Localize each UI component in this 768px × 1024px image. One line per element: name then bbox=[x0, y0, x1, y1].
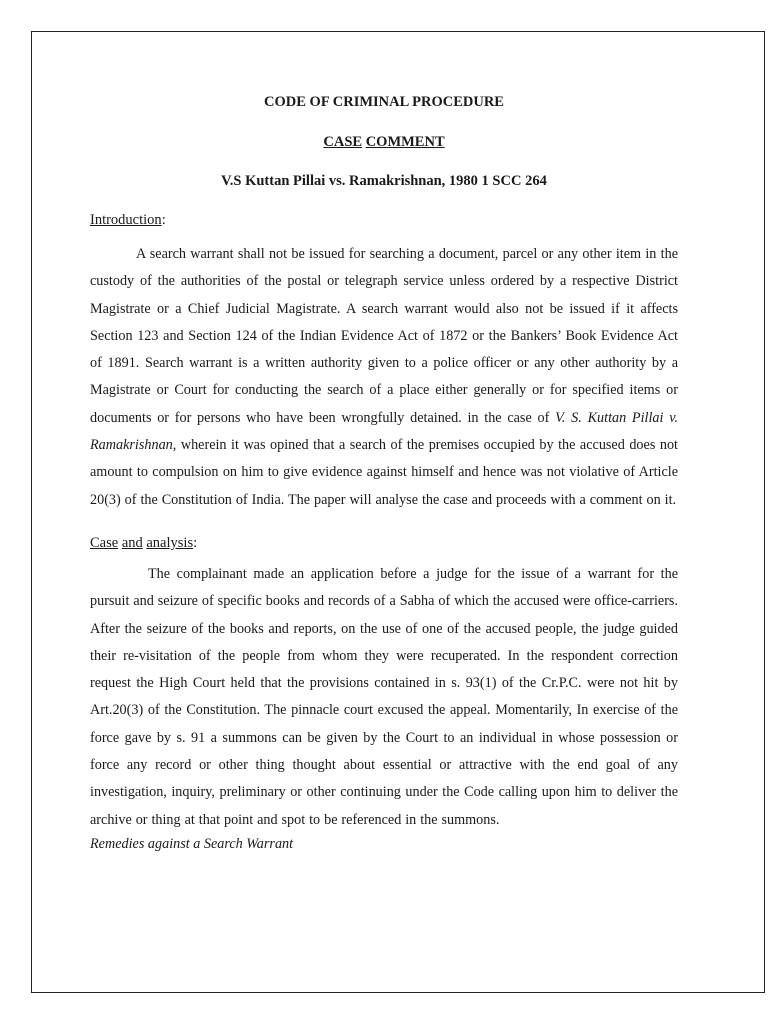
case-analysis-word-analysis: analysis bbox=[146, 534, 194, 551]
case-analysis-paragraph: The complainant made an application before a judge for the issue of a warrant for the pursuit and seizure of specific books and records of a Sabha of which the accused were office-carriers. After the seizure of the books and reports, on the use of one of the accused people, the judge guided their re-visitation of the people from whom they were recuperated. In the respondent correction request the High Court held that the provisions contained in s. 93(1) of the Cr.P.C. were not hit by Art.20(3) of the Constitution. The pinnacle court excused the appeal. Momentarily, In exercise of the force gave by s. 91 a summons can be given by the Court to an individual in whose possession or force any record or other thing thought about essential or attractive with the end goal of any investigation, inquiry, preliminary or other continuing under the Code calling upon him to deliver the archive or thing at that point and spot to be referenced in the summons. bbox=[90, 565, 678, 828]
introduction-heading bbox=[90, 210, 678, 230]
document-body bbox=[90, 92, 678, 854]
introduction-label-suffix: : bbox=[161, 212, 166, 228]
remedies-heading: Remedies against a Search Warrant bbox=[90, 835, 294, 852]
introduction-paragraph bbox=[90, 241, 678, 514]
intro-text-part1: A search warrant shall not be issued for searching a document, parcel or any other item in the custody of the authorities of the postal or telegraph service unless ordered by a respective District Magistrate or a Chief Judicial Magistrate. A search warrant would also not be issued if it affects Section 123 and Section 124 of the Indian Evidence Act of 1872 or the Bankers’ Book Evidence Act of 1891. Search warrant is a written authority given to a police officer or any other authority by a Magistrate or Court for conducting the search of a place either generally or for specified items or documents or for persons who have been wrongfully detained. in the case of bbox=[90, 246, 678, 426]
document-subtitle bbox=[90, 132, 678, 152]
case-citation: V.S Kuttan Pillai vs. Ramakrishnan, 1980 1 SCC 264 bbox=[221, 173, 547, 189]
subtitle-word-case: CASE bbox=[323, 134, 363, 150]
intro-text-part2: wherein it was opined that a search of the premises occupied by the accused does not amount to compulsion on him to give evidence against himself and hence was not violative of Article 20(3) of the Constitution of India. The paper will analyse the case and proceeds with a comment on it. bbox=[90, 437, 678, 508]
document-title: CODE OF CRIMINAL PROCEDURE bbox=[264, 94, 504, 110]
case-analysis-suffix: : bbox=[193, 534, 198, 551]
case-analysis-word-case: Case bbox=[90, 534, 119, 551]
intro-case-name-italic: V. S. Kuttan Pillai v. Ramakrishnan, bbox=[90, 409, 678, 454]
subtitle-word-comment: COMMENT bbox=[365, 134, 445, 150]
case-analysis-heading bbox=[90, 533, 678, 553]
introduction-label: Introduction bbox=[90, 212, 162, 228]
case-analysis-word-and: and bbox=[121, 534, 143, 551]
